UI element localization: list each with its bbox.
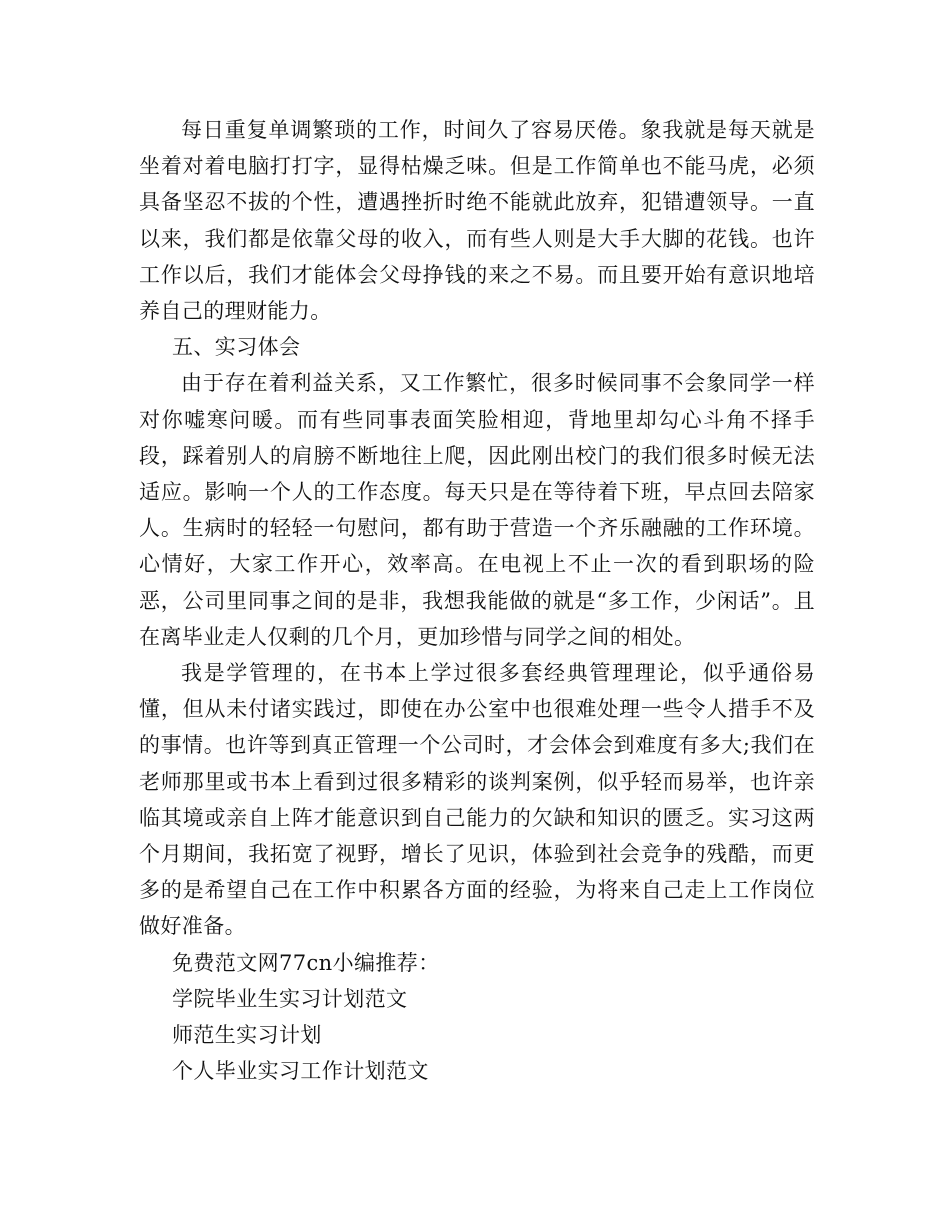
paragraph-work-routine: 每日重复单调繁琐的工作，时间久了容易厌倦。象我就是每天就是坐着对着电脑打打字，显得枯燥乏味。但是工作简单也不能马虎，必须具备坚忍不拔的个性，遭遇挫折时绝不能就此放弃，犯错遭领导。一直以来，我们都是依靠父母的收入，而有些人则是大手大脚的花钱。也许工作以后，我们才能体会父母挣钱的来之不易。而且要开始有意识地培养自己的理财能力。 — [139, 118, 815, 324]
recommended-link-2[interactable]: 师范生实习计划 — [172, 1023, 322, 1048]
recommended-link-1[interactable]: 学院毕业生实习计划范文 — [172, 986, 408, 1011]
recommend-label: 免费范文网77cn小编推荐： — [172, 950, 440, 975]
document-body — [139, 112, 815, 1089]
section-heading-internship-experience: 五、实习体会 — [172, 335, 301, 360]
paragraph-management: 我是学管理的，在书本上学过很多套经典管理理论，似乎通俗易懂，但从未付诸实践过，即使在办公室中也很难处理一些令人措手不及的事情。也许等到真正管理一个公司时，才会体会到难度有多大;我们在老师那里或书本上看到过很多精彩的谈判案例，似乎轻而易举，也许亲临其境或亲自上阵才能意识到自己能力的欠缺和知识的匮乏。实习这两个月期间，我拓宽了视野，增长了见识，体验到社会竞争的残酷，而更多的是希望自己在工作中积累各方面的经验，为将来自己走上工作岗位做好准备。 — [139, 661, 815, 939]
recommended-link-3[interactable]: 个人毕业实习工作计划范文 — [172, 1059, 429, 1084]
paragraph-colleagues: 由于存在着利益关系，又工作繁忙，很多时候同事不会象同学一样对你嘘寒问暖。而有些同事表面笑脸相迎，背地里却勾心斗角不择手段，踩着别人的肩膀不断地往上爬，因此刚出校门的我们很多时候无法适应。影响一个人的工作态度。每天只是在等待着下班，早点回去陪家人。生病时的轻轻一句慰问，都有助于营造一个齐乐融融的工作环境。心情好，大家工作开心，效率高。在电视上不止一次的看到职场的险恶，公司里同事之间的是非，我想我能做的就是“多工作，少闲话”。且在离毕业走人仅剩的几个月，更加珍惜与同学之间的相处。 — [139, 371, 815, 649]
